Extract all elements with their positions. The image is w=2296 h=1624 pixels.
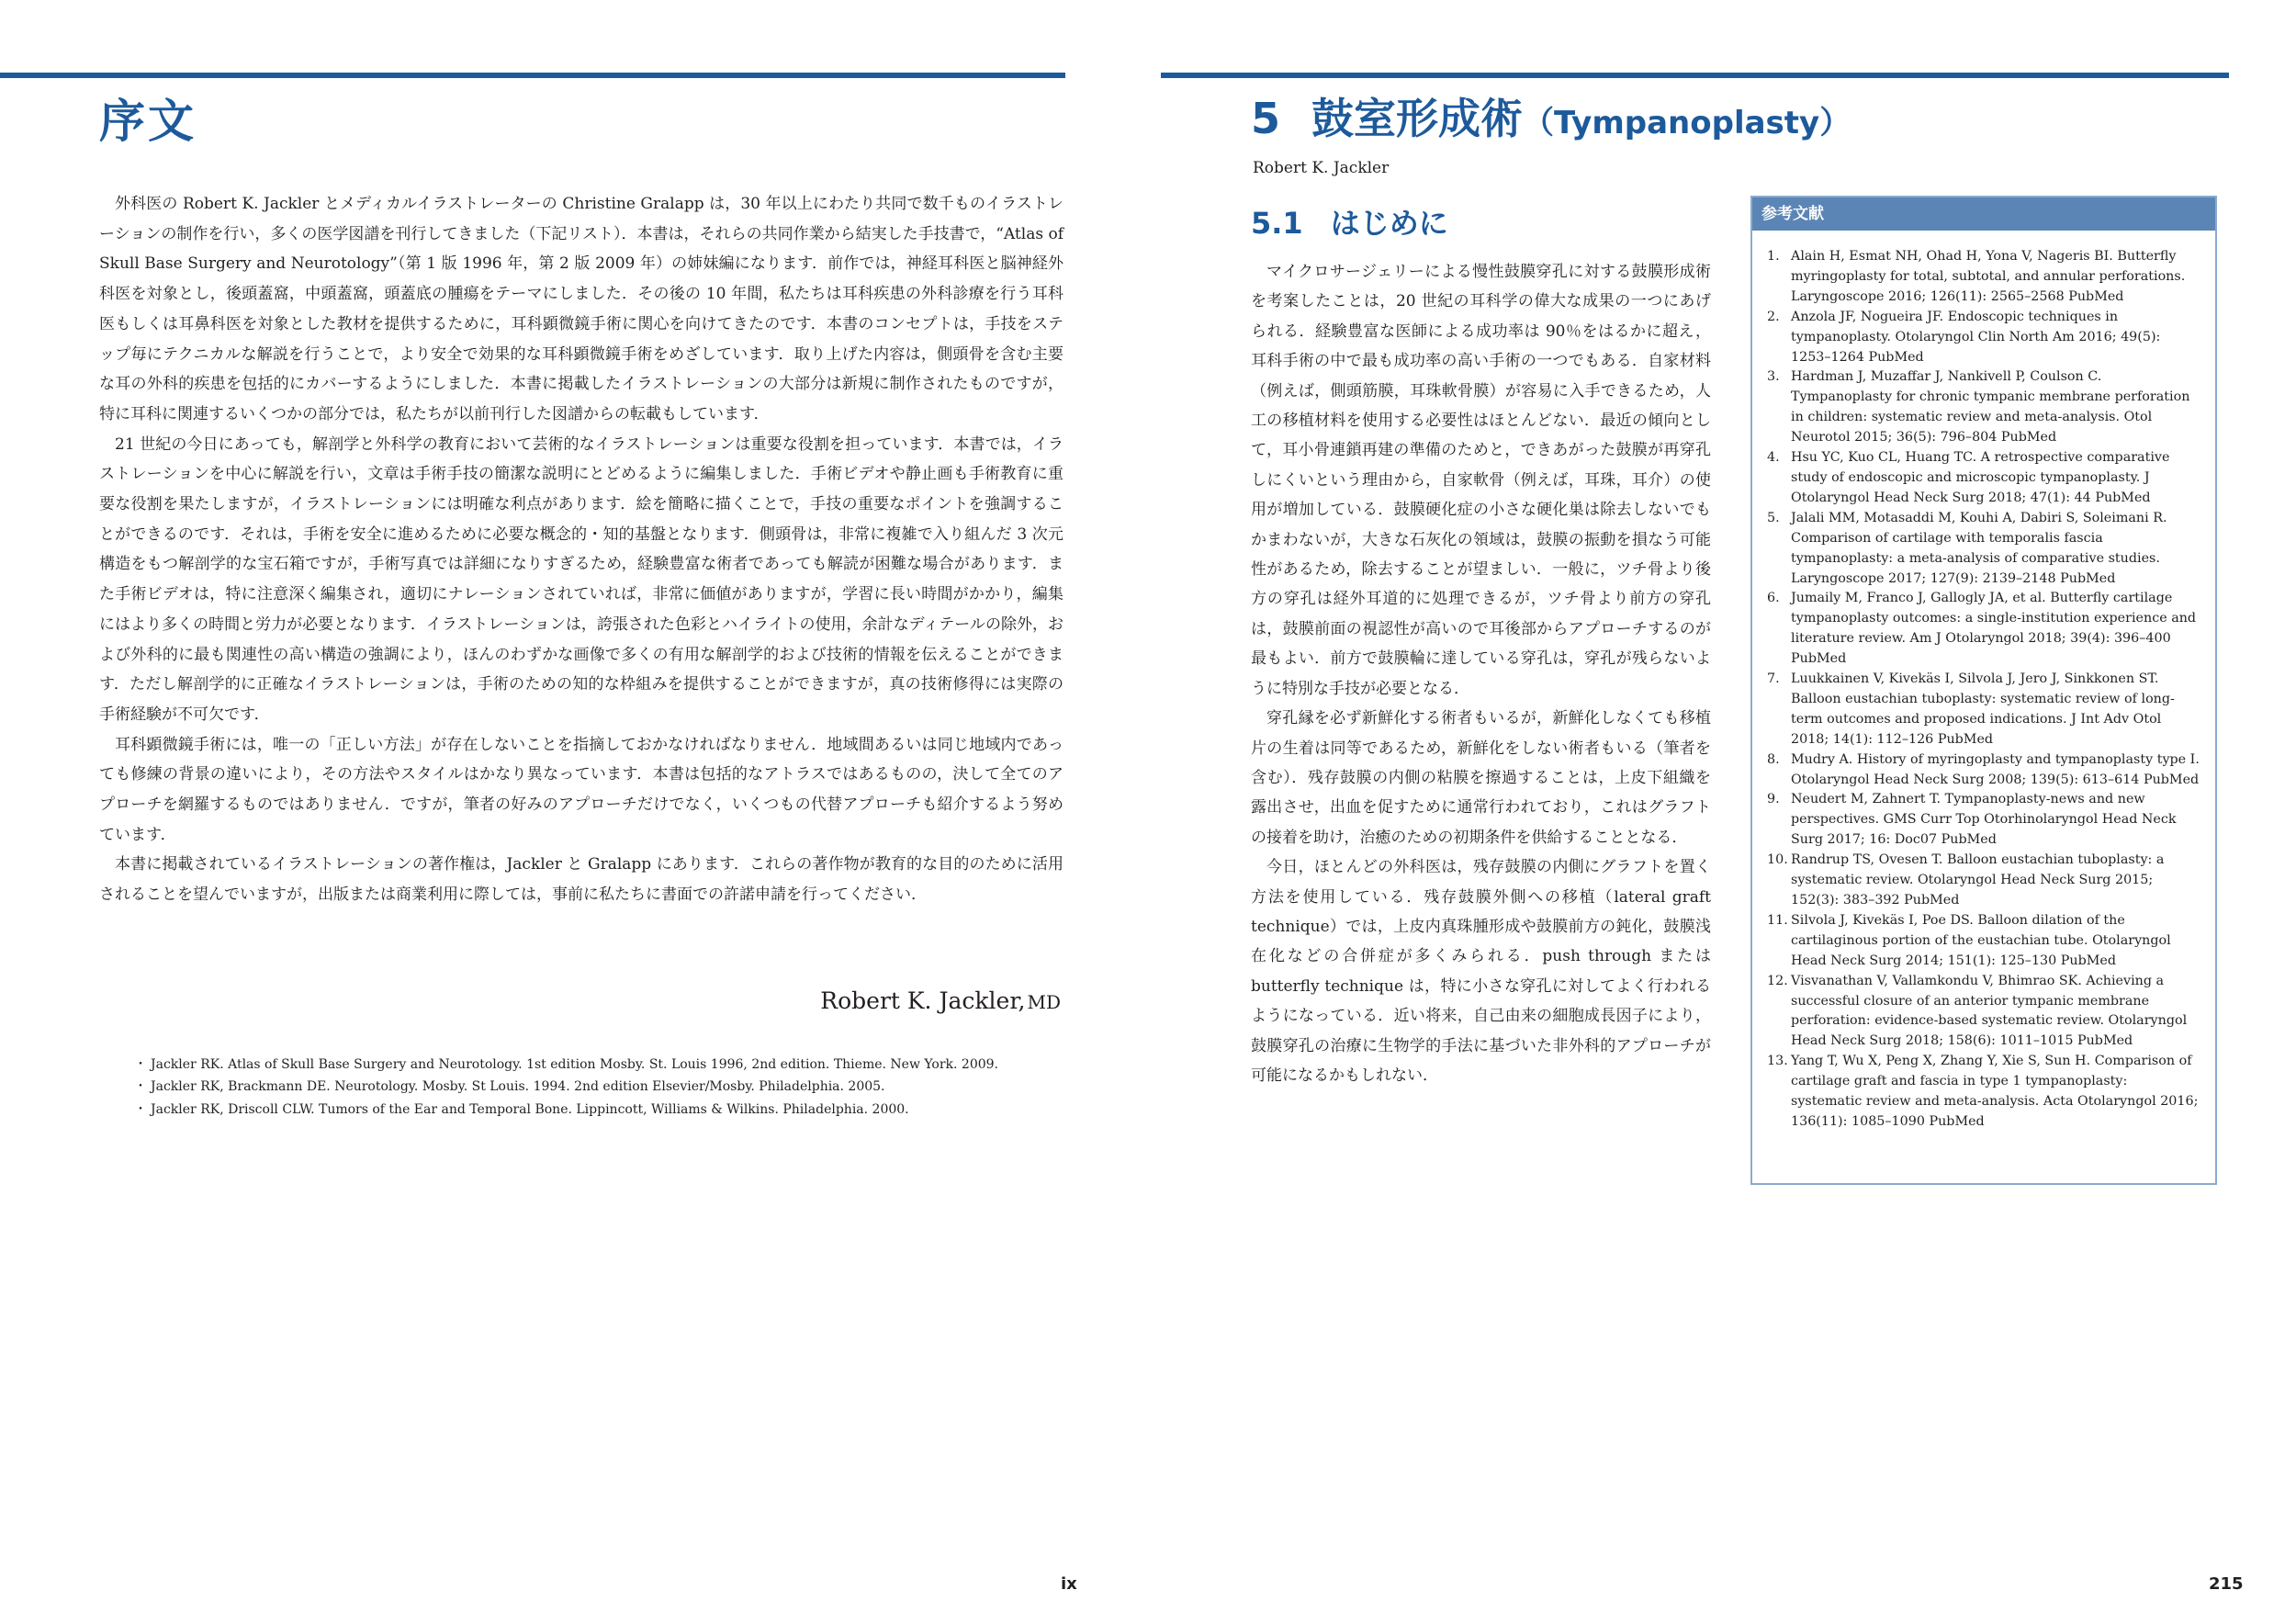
reference-text: Hsu YC, Kuo CL, Huang TC. A retrospective comparative study of endoscopic and microscopic tympanoplasty. J Otolaryngol Head Neck Surg 2018; 47(1): 44 PubMed	[1791, 450, 2170, 505]
reference-item	[1769, 750, 2202, 791]
reference-number: 13.	[1767, 1054, 1788, 1069]
reference-text: Jalali MM, Motasaddi M, Kouhi A, Dabiri S, Soleimani R. Comparison of cartilage with temporalis fascia tympanoplasty: a meta-analysis of comparative studies. Laryngoscope 2017; 127(9): 2139–2148 PubMed	[1791, 510, 2167, 586]
signature-name: Robert K. Jackler,	[820, 987, 1026, 1014]
reference-item	[1769, 972, 2202, 1053]
reference-number: 10.	[1767, 852, 1788, 868]
signature	[820, 987, 1061, 1014]
reference-number: 7.	[1767, 671, 1780, 687]
paragraph: 外科医の Robert K. Jackler とメディカルイラストレーターの Christine Gralapp は，30 年以上にわたり共同で数千ものイラストレーションの制作を行い，多くの医学図譜を刊行してきました（下記リスト）．本書は，それらの共同作業から結実した手技書で，“Atlas of Skull Base Surgery and Neurotology”（第 1 版 1996 年，第 2 版 2009 年）の姉妹編になります．前作では，神経耳科医と脳神経外科医を対象とし，後頭蓋窩，中頭蓋窩，頭蓋底の腫瘍をテーマにしました．その後の 10 年間，私たちは耳科疾患の外科診療を行う耳科医もしくは耳鼻科医を対象とした教材を提供するために，耳科顕微鏡手術に関心を向けてきたのです．本書のコンセプトは，手技をステップ毎にテクニカルな解説を行うことで，より安全で効果的な耳科顕微鏡手術をめざしています．取り上げた内容は，側頭骨を含む主要な耳の外科的疾患を包括的にカバーするようにしました．本書に掲載したイラストレーションの大部分は新規に制作されたものですが，特に耳科に関連するいくつかの部分では，私たちが以前刊行した図譜からの転載もしています．	[99, 195, 1064, 423]
list-item: ・ Jackler RK, Brackmann DE. Neurotology. Mosby. St Louis. 1994. 2nd edition Elsevier/Mosby. Philadelphia. 2005.	[138, 1076, 1056, 1098]
reference-item	[1769, 851, 2202, 911]
reference-number: 5.	[1767, 510, 1780, 525]
paragraph: 耳科顕微鏡手術には，唯一の「正しい方法」が存在しないことを指摘しておかなければなりません．地域間あるいは同じ地域内であっても修練の背景の違いにより，その方法やスタイルはかなり異なっています．本書は包括的なアトラスではあるものの，決して全てのアプローチを網羅するものではありません．ですが，筆者の好みのアプローチだけでなく，いくつもの代替アプローチも紹介するよう努めています．	[99, 735, 1064, 844]
reference-text: Visvanathan V, Vallamkondu V, Bhimrao SK. Achieving a successful closure of an anterior tympanic membrane perforation: evidence-based systematic review. Otolaryngol Head Neck Surg 2018; 158(6): 1011–1015 PubMed	[1791, 973, 2188, 1049]
reference-number: 12.	[1767, 973, 1788, 988]
reference-item	[1769, 911, 2202, 972]
preface-body	[99, 189, 1064, 910]
reference-item	[1769, 448, 2202, 509]
reference-item	[1769, 790, 2202, 851]
right-page	[1148, 0, 2296, 1624]
list-item: ・ Jackler RK. Atlas of Skull Base Surgery and Neurotology. 1st edition Mosby. St. Louis 1996, 2nd edition. Thieme. New York. 2009.	[138, 1054, 1056, 1076]
reference-item	[1769, 1052, 2202, 1133]
paragraph: 本書に掲載されているイラストレーションの著作権は，Jackler と Gralapp にあります．これらの著作物が教育的な目的のために活用されることを望んでいますが，出版または商業利用に際しては，事前に私たちに書面での許諾申請を行ってください．	[99, 855, 1064, 905]
chapter-title-en: （Tympanoplasty）	[1523, 105, 1851, 141]
reference-text: Alain H, Esmat NH, Ohad H, Yona V, Nageris BI. Butterfly myringoplasty for total, subtotal, and annular perforations. Laryngoscope 2016; 126(11): 2565–2568 PubMed	[1791, 249, 2186, 304]
reference-number: 2.	[1767, 309, 1780, 324]
top-rule	[1161, 73, 2229, 78]
chapter-number: 5	[1251, 94, 1281, 143]
chapter-title	[1251, 94, 1851, 144]
signature-degree: MD	[1027, 991, 1061, 1013]
paragraph: 穿孔縁を必ず新鮮化する術者もいるが，新鮮化しなくても移植片の生着は同等であるため，新鮮化をしない術者もいる（筆者を含む）．残存鼓膜の内側の粘膜を擦過することは，上皮下組織を露出させ，出血を促すために通常行われており，これはグラフトの接着を助け，治癒のための初期条件を供給することとなる．	[1251, 709, 1711, 847]
reference-text: Randrup TS, Ovesen T. Balloon eustachian tuboplasty: a systematic review. Otolaryngol Head Neck Surg 2015; 152(3): 383–392 PubMed	[1791, 852, 2165, 908]
paragraph: 今日，ほとんどの外科医は，残存鼓膜の内側にグラフトを置く方法を使用している．残存鼓膜外側への移植（lateral graft technique）では，上皮内真珠腫形成や鼓膜前方の鈍化，鼓膜浅在化などの合併症が多くみられる．push through または butterfly technique は，特に小さな穿孔に対してよく行われるようになっている．近い将来，自己由来の細胞成長因子により，鼓膜穿孔の治療に生物学的手法に基づいた非外科的アプローチが可能になるかもしれない．	[1251, 858, 1711, 1085]
reference-item	[1769, 509, 2202, 590]
references-list	[1752, 231, 2215, 1133]
reference-item	[1769, 308, 2202, 368]
reference-text: Anzola JF, Nogueira JF. Endoscopic techniques in tympanoplasty. Otolaryngol Clin North Am 2016; 49(5): 1253–1264 PubMed	[1791, 309, 2161, 365]
chapter-title-jp: 鼓室形成術	[1311, 94, 1524, 143]
reference-number: 8.	[1767, 751, 1780, 767]
reference-item	[1769, 670, 2202, 750]
reference-text: Neudert M, Zahnert T. Tympanoplasty-news and new perspectives. GMS Curr Top Otorhinolaryngol Head Neck Surg 2017; 16: Doc07 PubMed	[1791, 792, 2177, 848]
reference-text: Jumaily M, Franco J, Gallogly JA, et al. Butterfly cartilage tympanoplasty outcomes: a single-institution experience and literature review. Am J Otolaryngol 2018; 39(4): 396–400 PubMed	[1791, 591, 2197, 667]
reference-item	[1769, 367, 2202, 448]
section-number: 5.1	[1251, 206, 1303, 241]
section-title	[1251, 200, 1448, 242]
reference-number: 6.	[1767, 591, 1780, 606]
reference-number: 3.	[1767, 369, 1780, 385]
chapter-author: Robert K. Jackler	[1253, 159, 1390, 177]
reference-text: Mudry A. History of myringoplasty and tympanoplasty type I. Otolaryngol Head Neck Surg 2008; 139(5): 613–614 PubMed	[1791, 751, 2200, 787]
reference-text: Hardman J, Muzaffar J, Nankivell P, Coulson C. Tympanoplasty for chronic tympanic membrane perforation in children: systematic review and meta-analysis. Otol Neurotol 2015; 36(5): 796–804 PubMed	[1791, 369, 2190, 445]
reference-number: 1.	[1767, 249, 1780, 264]
top-rule	[0, 73, 1065, 78]
paragraph: マイクロサージェリーによる慢性鼓膜穿孔に対する鼓膜形成術を考案したことは，20 世紀の耳科学の偉大な成果の一つにあげられる．経験豊富な医師による成功率は 90％をはるかに超え，耳科手術の中で最も成功率の高い手術の一つでもある．自家材料（例えば，側頭筋膜，耳珠軟骨膜）が容易に入手できるため，人工の移植材料を使用する必要性はほとんどない．最近の傾向として，耳小骨連鎖再建の準備のためと，できあがった鼓膜が再穿孔しにくいという理由から，自家軟骨（例えば，耳珠，耳介）の使用が増加している．鼓膜硬化症の小さな硬化巣は除去しないでもかまわないが，大きな石灰化の領域は，鼓膜の振動を損なう可能性があるため，除去することが望ましい．一般に，ツチ骨より後方の穿孔は経外耳道的に処理できるが，ツチ骨より前方の穿孔は，鼓膜前面の視認性が高いので耳後部からアプローチするのが最もよい．前方で鼓膜輪に達している穿孔は，穿孔が残らないように特別な手技が必要となる．	[1251, 263, 1711, 698]
prior-works-list	[138, 1054, 1056, 1121]
reference-number: 11.	[1767, 912, 1788, 928]
reference-text: Luukkainen V, Kivekäs I, Silvola J, Jero J, Sinkkonen ST. Balloon eustachian tuboplasty: systematic review of long-term outcomes and proposed indications. J Int Adv Otol 2018; 14(1): 112–126 PubMed	[1791, 671, 2175, 747]
references-box	[1750, 196, 2217, 1185]
list-item: ・ Jackler RK, Driscoll CLW. Tumors of the Ear and Temporal Bone. Lippincott, Williams & Wilkins. Philadelphia. 2000.	[138, 1099, 1056, 1121]
reference-number: 4.	[1767, 450, 1780, 466]
section-title-text: はじめに	[1330, 206, 1448, 241]
page-title: 序文	[99, 95, 197, 148]
reference-text: Silvola J, Kivekäs I, Poe DS. Balloon dilation of the cartilaginous portion of the eustachian tube. Otolaryngol Head Neck Surg 2014; 151(1): 125–130 PubMed	[1791, 912, 2171, 968]
references-box-title: 参考文献	[1752, 197, 2215, 231]
reference-text: Yang T, Wu X, Peng X, Zhang Y, Xie S, Sun H. Comparison of cartilage graft and fascia in type 1 tympanoplasty: systematic review and meta-analysis. Acta Otolaryngol 2016; 136(11): 1085–1090 PubMed	[1791, 1054, 2199, 1129]
reference-number: 9.	[1767, 792, 1780, 807]
page-number: 215	[2209, 1574, 2244, 1594]
paragraph: 21 世紀の今日にあっても，解剖学と外科学の教育において芸術的なイラストレーションは重要な役割を担っています．本書では，イラストレーションを中心に解説を行い，文章は手術手技の簡潔な説明にとどめるように編集しました．手術ビデオや静止画も手術教育に重要な役割を果たしますが，イラストレーションには明確な利点があります．絵を簡略に描くことで，手技の重要なポイントを強調することができるのです．それは，手術を安全に進めるために必要な概念的・知的基盤となります．側頭骨は，非常に複雑で入り組んだ 3 次元構造をもつ解剖学的な宝石箱ですが，手術写真では詳細になりすぎるため，経験豊富な術者であっても解読が困難な場合があります．また手術ビデオは，特に注意深く編集され，適切にナレーションされていれば，非常に価値がありますが，学習に長い時間がかかり，編集にはより多くの時間と労力が必要となります．イラストレーションは，誇張された色彩とハイライトの使用，余計なディテールの除外，および外科的に最も関連性の高い構造の強調により，ほんのわずかな画像で多くの有用な解剖学的および技術的情報を伝えることができます．ただし解剖学的に正確なイラストレーションは，手術のための知的な枠組みを提供することができますが，真の技術修得には実際の手術経験が不可欠です．	[99, 434, 1064, 724]
chapter-body	[1251, 257, 1711, 1090]
page-number: ix	[1061, 1574, 1077, 1594]
reference-item	[1769, 589, 2202, 670]
reference-item	[1769, 247, 2202, 308]
